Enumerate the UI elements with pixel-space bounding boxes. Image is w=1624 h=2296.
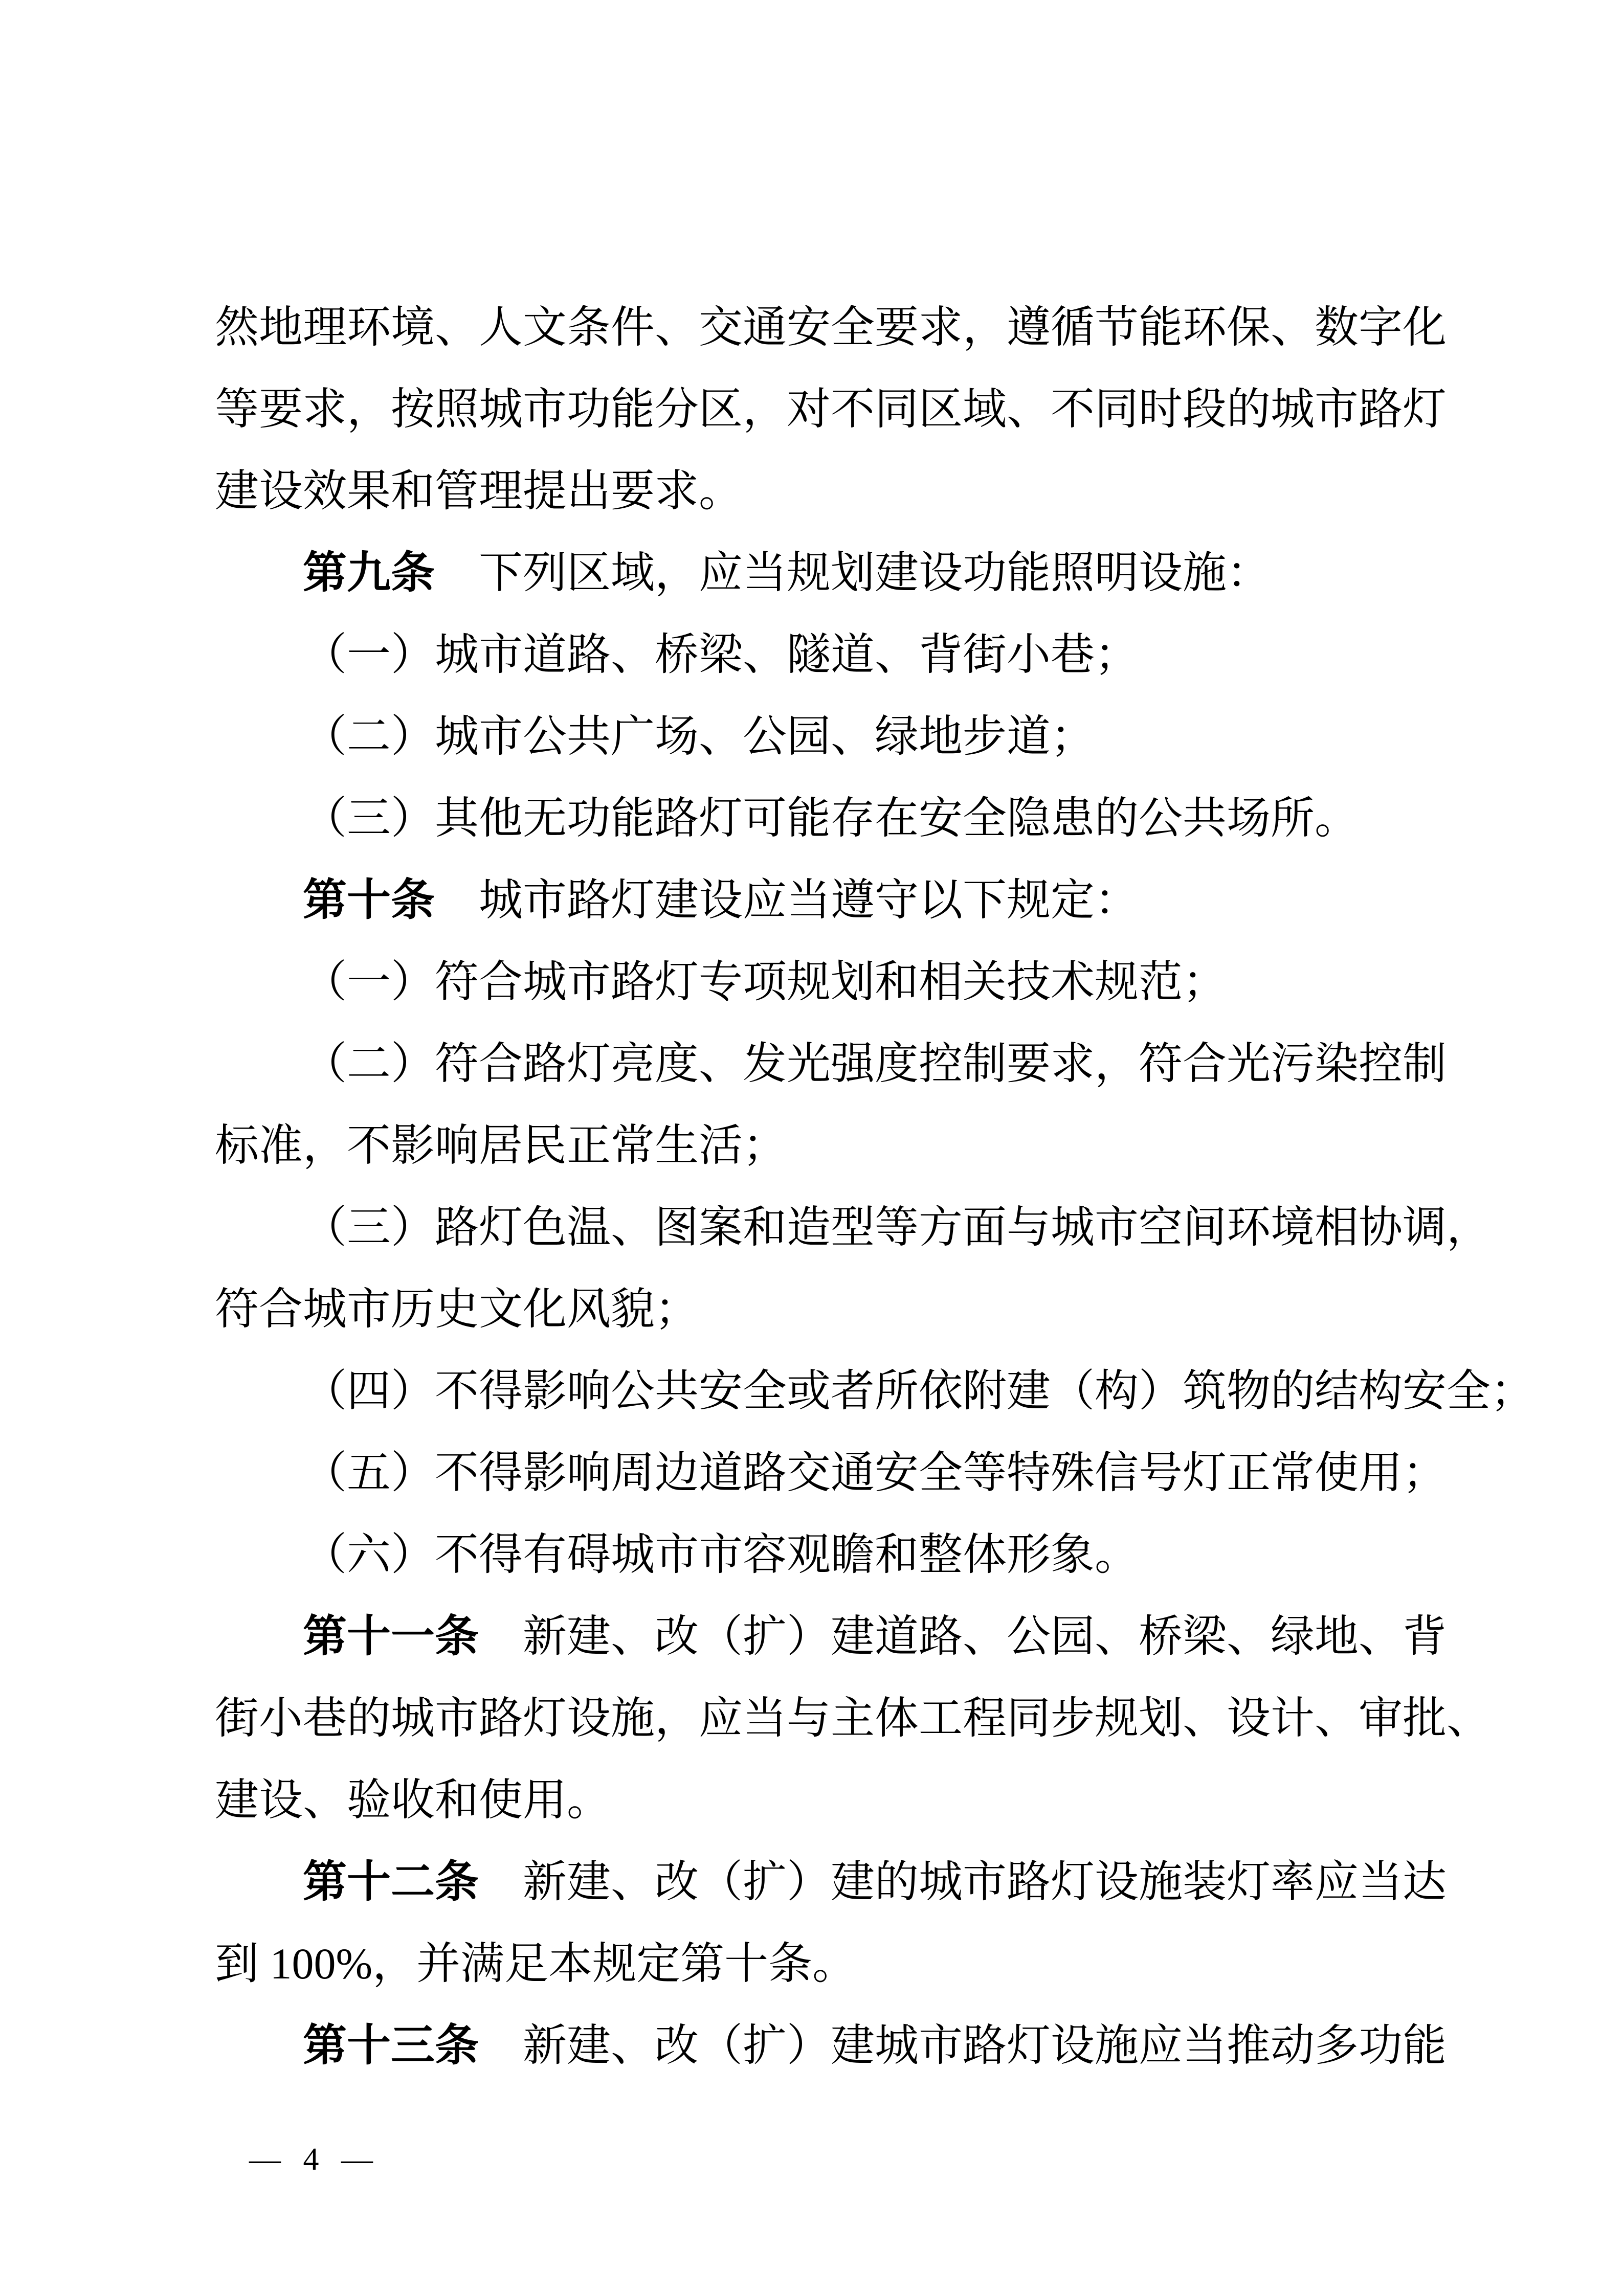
text-line <box>215 941 1565 1023</box>
text-line <box>215 777 1565 859</box>
text-line <box>215 1923 1565 2005</box>
document-body <box>215 286 1565 2086</box>
line-text: 新建、改（扩）建的城市路灯设施装灯率应当达 <box>479 1857 1447 1906</box>
line-header: 第十条 <box>303 875 435 925</box>
line-header: 第十三条 <box>303 2021 479 2070</box>
line-text: （三）其他无功能路灯可能存在安全隐患的公共场所。 <box>303 794 1359 843</box>
line-header: 第十一条 <box>303 1612 479 1661</box>
text-line <box>215 450 1565 532</box>
line-text: （三）路灯色温、图案和造型等方面与城市空间环境相协调， <box>303 1203 1490 1252</box>
text-line <box>215 1677 1565 1759</box>
line-text: 建设、验收和使用。 <box>215 1775 611 1825</box>
line-header: 第九条 <box>303 548 435 597</box>
line-text: 建设效果和管理提出要求。 <box>215 466 743 515</box>
line-text: 下列区域，应当规划建设功能照明设施： <box>435 548 1271 597</box>
line-header: 第十二条 <box>303 1857 479 1906</box>
line-text: （六）不得有碍城市市容观瞻和整体形象。 <box>303 1530 1139 1579</box>
line-text: 街小巷的城市路灯设施，应当与主体工程同步规划、设计、审批、 <box>215 1694 1490 1743</box>
text-line <box>215 1759 1565 1841</box>
text-line <box>215 1514 1565 1595</box>
text-line <box>215 286 1565 368</box>
text-line <box>215 1023 1565 1105</box>
line-text: （二）城市公共广场、公园、绿地步道； <box>303 712 1095 761</box>
text-line <box>215 1350 1565 1432</box>
text-line <box>215 1186 1565 1268</box>
text-line <box>215 695 1565 777</box>
line-text: 新建、改（扩）建城市路灯设施应当推动多功能 <box>479 2021 1447 2070</box>
text-line <box>215 532 1565 614</box>
page-number: — 4 — <box>249 2142 380 2177</box>
line-text: （一）城市道路、桥梁、隧道、背街小巷； <box>303 630 1139 679</box>
text-line <box>215 859 1565 941</box>
text-line <box>215 1268 1565 1350</box>
line-text: （四）不得影响公共安全或者所依附建（构）筑物的结构安全； <box>303 1366 1534 1415</box>
text-line <box>215 1841 1565 1923</box>
text-line <box>215 1432 1565 1514</box>
line-text: （一）符合城市路灯专项规划和相关技术规范； <box>303 957 1227 1006</box>
text-line <box>215 1595 1565 1677</box>
line-text: 然地理环境、人文条件、交通安全要求，遵循节能环保、数字化 <box>215 303 1447 352</box>
line-text: （五）不得影响周边道路交通安全等特殊信号灯正常使用； <box>303 1448 1447 1497</box>
line-text: （二）符合路灯亮度、发光强度控制要求，符合光污染控制 <box>303 1039 1447 1088</box>
line-text: 城市路灯建设应当遵守以下规定： <box>435 875 1139 925</box>
line-text: 标准，不影响居民正常生活； <box>215 1121 787 1170</box>
line-text: 到 100%，并满足本规定第十条。 <box>215 1939 857 1988</box>
text-line <box>215 2005 1565 2086</box>
text-line <box>215 614 1565 695</box>
line-text: 新建、改（扩）建道路、公园、桥梁、绿地、背 <box>479 1612 1447 1661</box>
text-line <box>215 368 1565 450</box>
text-line <box>215 1105 1565 1186</box>
line-text: 符合城市历史文化风貌； <box>215 1285 699 1334</box>
line-text: 等要求，按照城市功能分区，对不同区域、不同时段的城市路灯 <box>215 385 1447 434</box>
